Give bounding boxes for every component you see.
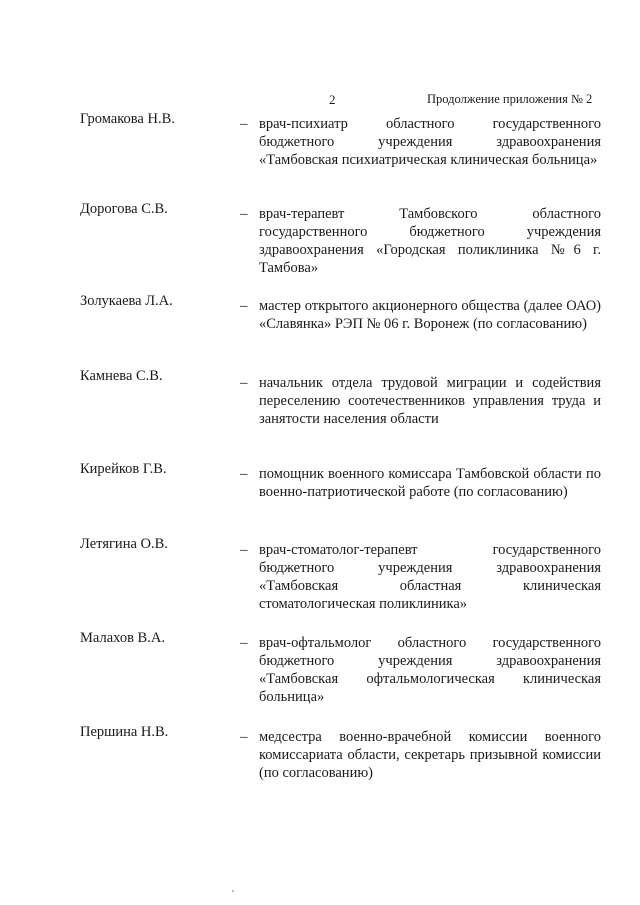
member-position: врач-офтальмолог областного государственного бюджетного учреждения здравоохранения «Тамбовская офтальмологическая клиническая больница» xyxy=(259,635,601,705)
dash-separator: – xyxy=(240,375,248,391)
dash-separator: – xyxy=(240,466,248,482)
member-name: Першина Н.В. xyxy=(80,724,169,740)
member-position: врач-терапевт Тамбовского областного государственного бюджетного учреждения здравоохранения «Городская поликлиника №6 г. Тамбова» xyxy=(259,206,601,276)
member-name: Золукаева Л.А. xyxy=(80,293,173,309)
dash-separator: – xyxy=(240,116,248,132)
member-position: медсестра военно-врачебной комиссии военного комиссариата области, секретарь призывной комиссии (по согласованию) xyxy=(259,729,601,781)
continuation-header: Продолжение приложения № 2 xyxy=(427,92,593,106)
member-position: начальник отдела трудовой миграции и содействия переселению соотечественников управления труда и занятости населения области xyxy=(259,375,601,427)
member-position: помощник военного комиссара Тамбовской области по военно-патриотической работе (по согласованию) xyxy=(259,466,601,500)
dash-separator: – xyxy=(240,729,248,745)
member-position: врач-психиатр областного государственного бюджетного учреждения здравоохранения «Тамбовская психиатрическая клиническая больница» xyxy=(259,116,601,168)
member-name: Кирейков Г.В. xyxy=(80,461,167,477)
member-name: Громакова Н.В. xyxy=(80,111,175,127)
dash-separator: – xyxy=(240,542,248,558)
scan-speck xyxy=(232,890,234,892)
member-position: мастер открытого акционерного общества (далее ОАО) «Славянка» РЭП № 06 г. Воронеж (по согласованию) xyxy=(259,298,601,332)
member-name: Летягина О.В. xyxy=(80,536,168,552)
member-name: Дорогова С.В. xyxy=(80,201,168,217)
dash-separator: – xyxy=(240,635,248,651)
page-number: 2 xyxy=(329,92,336,107)
member-name: Камнева С.В. xyxy=(80,368,163,384)
member-position: врач-стоматолог-терапевт государственного бюджетного учреждения здравоохранения «Тамбовская областная клиническая стоматологическая поликлиника» xyxy=(259,542,601,612)
member-name: Малахов В.А. xyxy=(80,630,165,646)
dash-separator: – xyxy=(240,206,248,222)
dash-separator: – xyxy=(240,298,248,314)
